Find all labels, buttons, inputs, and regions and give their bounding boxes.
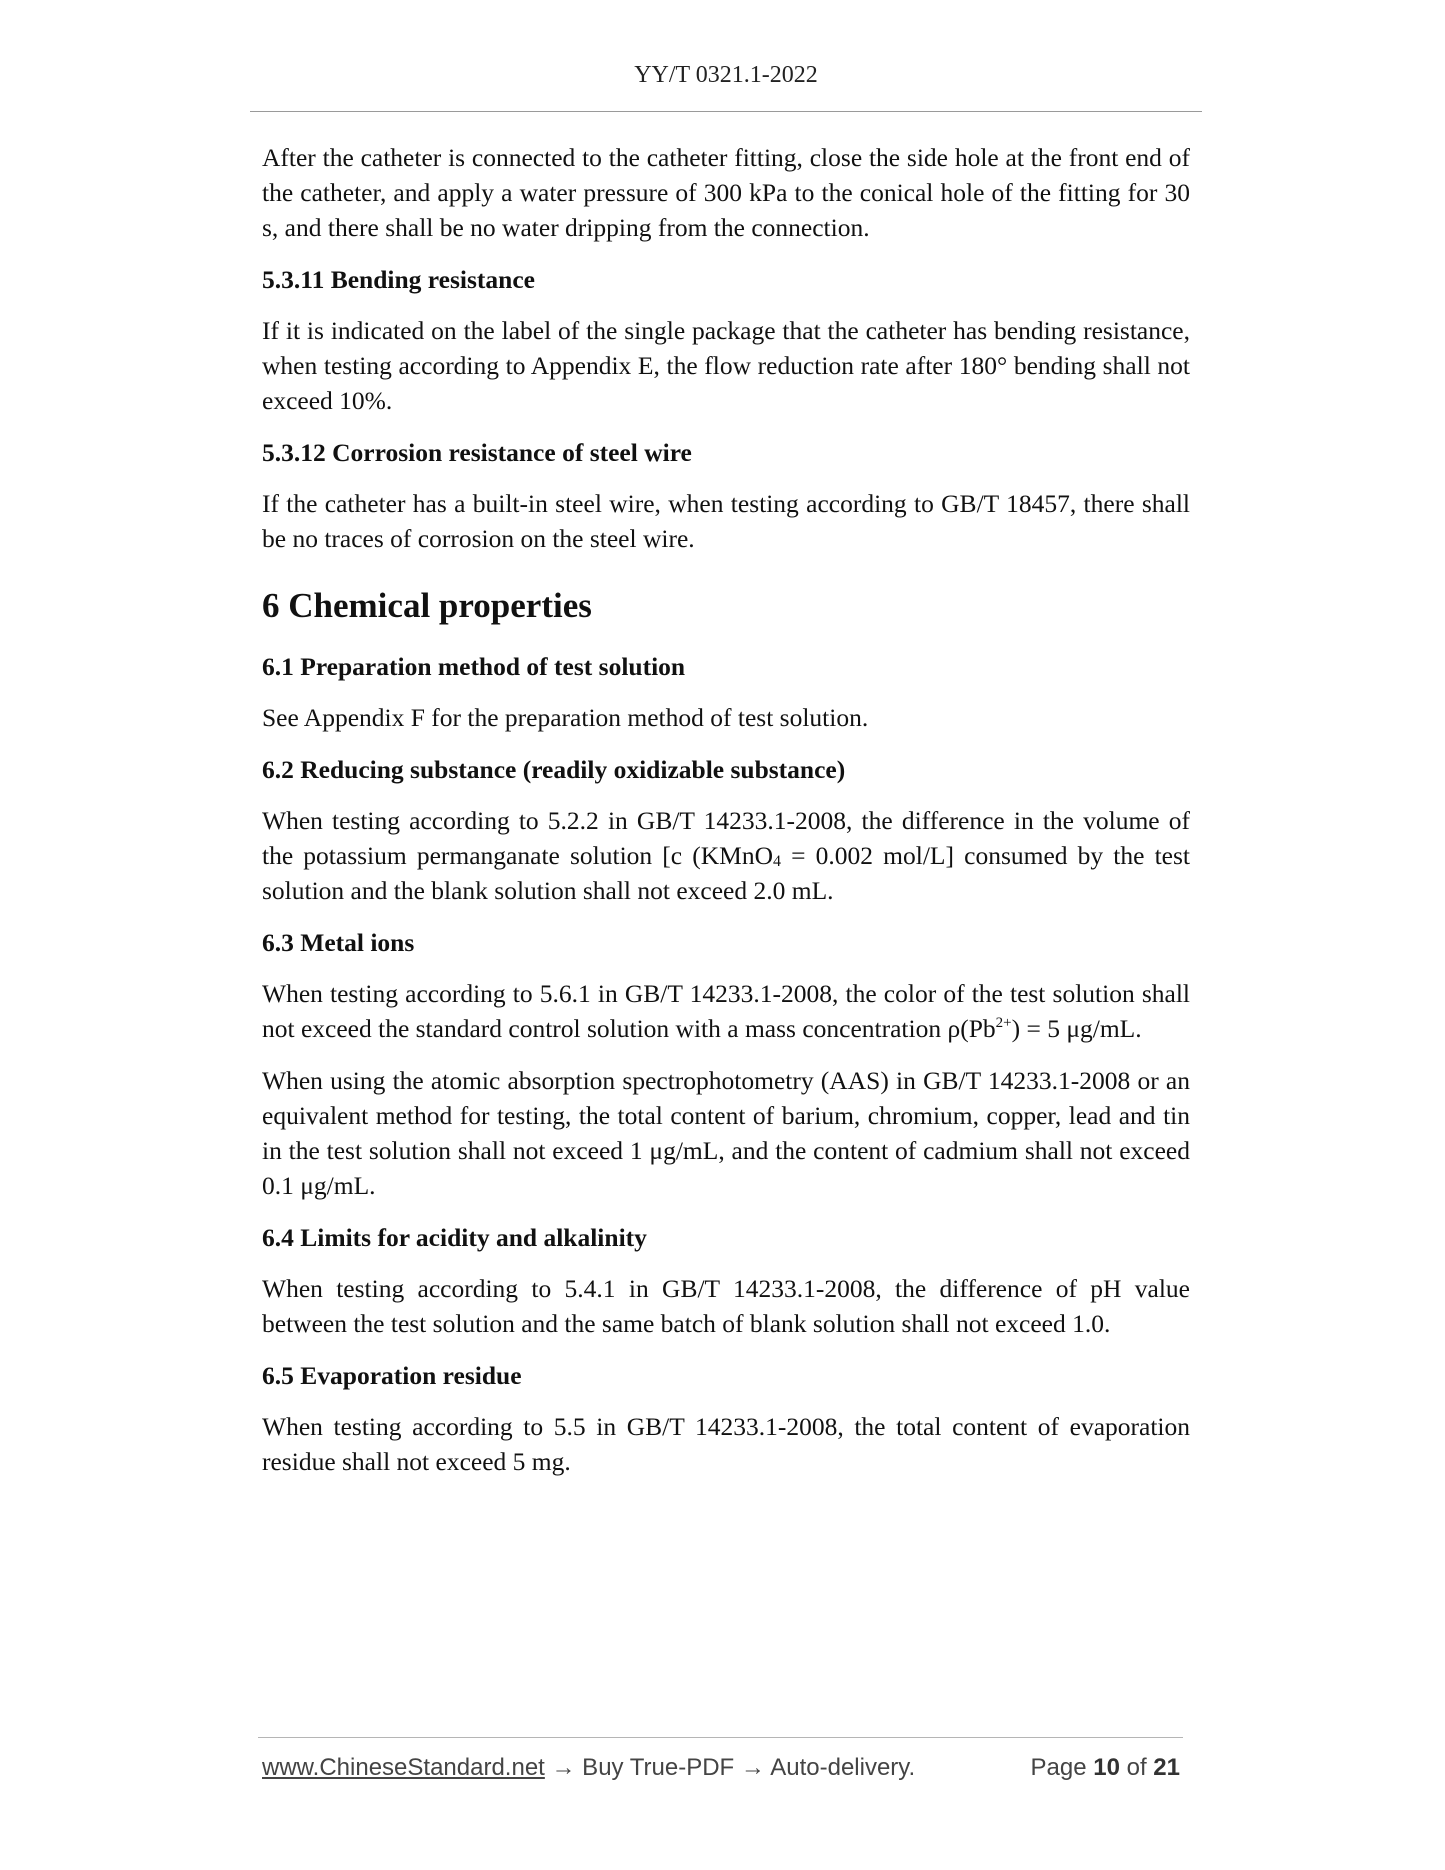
page-header: YY/T 0321.1-2022 bbox=[634, 62, 818, 88]
of-label: of bbox=[1126, 1754, 1147, 1781]
page-content bbox=[262, 140, 1190, 1479]
footer-divider bbox=[258, 1737, 1183, 1738]
paragraph-6-4: When testing according to 5.4.1 in GB/T 14233.1-2008, the difference of pH value between the test solution and the same batch of blank solution shall not exceed 1.0. bbox=[262, 1274, 1190, 1338]
page-number: 10 bbox=[1093, 1754, 1120, 1781]
intro-paragraph: After the catheter is connected to the catheter fitting, close the side hole at the front end of the catheter, and apply a water pressure of 300 kPa to the conical hole of the fitting for 30 s, and there shall be no water dripping from the connection. bbox=[262, 143, 1190, 242]
paragraph-6-5: When testing according to 5.5 in GB/T 14233.1-2008, the total content of evaporation residue shall not exceed 5 mg. bbox=[262, 1412, 1190, 1476]
heading-6-4: 6.4 Limits for acidity and alkalinity bbox=[262, 1223, 647, 1252]
paragraph-6-3-a-part-b: ) = 5 μg/mL. bbox=[1011, 1014, 1142, 1043]
heading-5-3-11: 5.3.11 Bending resistance bbox=[262, 265, 535, 294]
heading-6-2: 6.2 Reducing substance (readily oxidizable substance) bbox=[262, 755, 846, 784]
pb-superscript: 2+ bbox=[995, 1015, 1012, 1031]
heading-5-3-12: 5.3.12 Corrosion resistance of steel wire bbox=[262, 438, 692, 467]
paragraph-6-3-a-part-a: When testing according to 5.6.1 in GB/T 14233.1-2008, the color of the test solution shall not exceed the standard control solution with a mass concentration ρ(Pb bbox=[262, 979, 1190, 1043]
heading-6-5: 6.5 Evaporation residue bbox=[262, 1361, 522, 1390]
paragraph-6-2-part-b: = 0.002 mol/L] consumed by the test solution and the blank solution shall not exceed 2.0 mL. bbox=[262, 841, 1190, 905]
paragraph-6-2-part-a: When testing according to 5.2.2 in GB/T 14233.1-2008, the difference in the volume of the potassium permanganate solution [c (KMnO bbox=[262, 806, 1190, 870]
page-footer bbox=[262, 1754, 1180, 1784]
paragraph-6-3-b: When using the atomic absorption spectrophotometry (AAS) in GB/T 14233.1-2008 or an equivalent method for testing, the total content of barium, chromium, copper, lead and tin in the test solution shall not exceed 1 μg/mL, and the content of cadmium shall not exceed 0.1 μg/mL. bbox=[262, 1066, 1190, 1200]
page-indicator bbox=[1031, 1754, 1181, 1782]
paragraph-6-3-a bbox=[262, 976, 1190, 1046]
footer-promo-text: → Buy True-PDF → Auto-delivery. bbox=[544, 1754, 916, 1781]
kmno4-subscript: 4 bbox=[773, 853, 781, 870]
paragraph-6-2 bbox=[262, 803, 1190, 908]
page-label: Page bbox=[1030, 1754, 1087, 1781]
website-link[interactable]: www.ChineseStandard.net bbox=[262, 1754, 545, 1781]
heading-6-1: 6.1 Preparation method of test solution bbox=[262, 652, 686, 681]
paragraph-6-1: See Appendix F for the preparation method of test solution. bbox=[262, 703, 869, 732]
footer-promo bbox=[262, 1754, 915, 1782]
paragraph-5-3-11: If it is indicated on the label of the single package that the catheter has bending resistance, when testing according to Appendix E, the flow reduction rate after 180° bending shall not exceed 10%. bbox=[262, 316, 1190, 415]
heading-6: 6 Chemical properties bbox=[262, 586, 592, 625]
header-divider bbox=[250, 111, 1202, 112]
total-pages: 21 bbox=[1153, 1754, 1180, 1781]
heading-6-3: 6.3 Metal ions bbox=[262, 928, 415, 957]
paragraph-5-3-12: If the catheter has a built-in steel wire, when testing according to GB/T 18457, there shall be no traces of corrosion on the steel wire. bbox=[262, 489, 1190, 553]
